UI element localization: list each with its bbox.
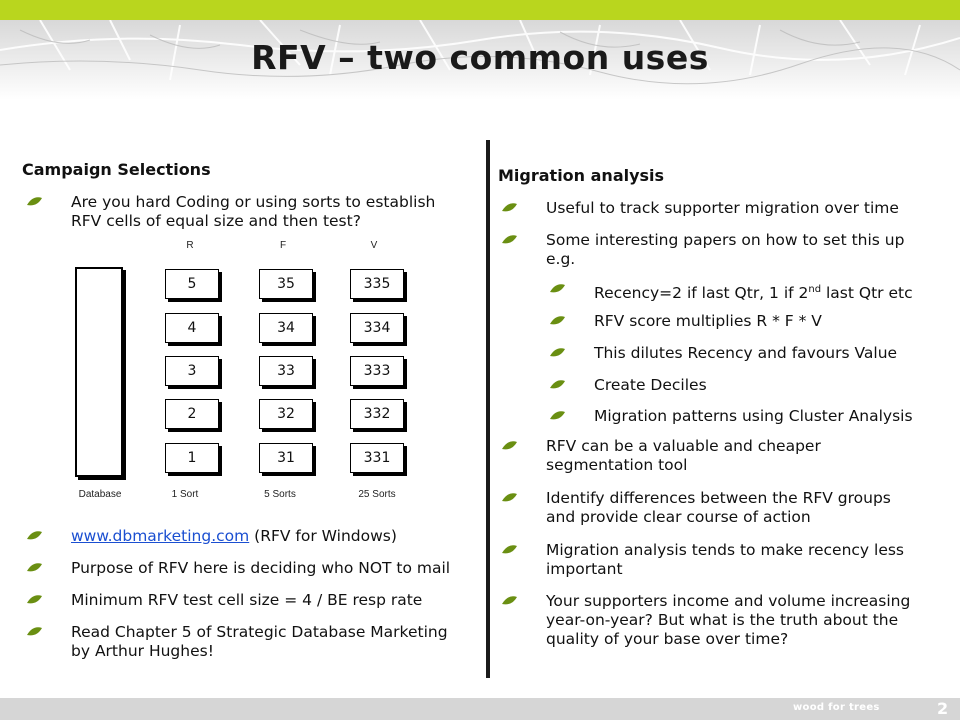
leaf-bullet-icon <box>27 627 42 636</box>
page-number: 2 <box>937 699 949 718</box>
r-cell: 3 <box>165 356 219 386</box>
r-cell: 5 <box>165 269 219 299</box>
link-suffix: (RFV for Windows) <box>249 527 397 545</box>
leaf-bullet-icon <box>550 316 565 325</box>
right-bullet-2-line-1: Some interesting papers on how to set this up <box>546 231 905 249</box>
f-cell: 32 <box>259 399 313 429</box>
leaf-bullet-icon <box>502 441 517 450</box>
right-sub-bullet-3-text: This dilutes Recency and favours Value <box>594 344 898 362</box>
label-25-sorts: 25 Sorts <box>358 489 396 500</box>
right-bullet-3-line-2: segmentation tool <box>546 456 688 474</box>
f-cell: 34 <box>259 313 313 343</box>
leaf-bullet-icon <box>502 596 517 605</box>
right-sub-bullet-4-text: Create Deciles <box>594 376 707 394</box>
right-bullet-2-line-2: e.g. <box>546 250 576 268</box>
label-database: Database <box>78 489 122 500</box>
col-header-v: V <box>370 240 378 251</box>
leaf-bullet-icon <box>27 197 42 206</box>
left-bullet-3-text: Purpose of RFV here is deciding who NOT to mail <box>71 559 451 577</box>
v-cell: 334 <box>350 313 404 343</box>
right-sub-bullet-5-text: Migration patterns using Cluster Analysis <box>594 407 913 425</box>
top-accent-bar <box>0 0 960 20</box>
right-bullet-3-line-1: RFV can be a valuable and cheaper <box>546 437 821 455</box>
leaf-bullet-icon <box>502 203 517 212</box>
v-cell: 331 <box>350 443 404 473</box>
label-1-sort: 1 Sort <box>171 489 199 500</box>
database-box <box>75 267 123 477</box>
leaf-bullet-icon <box>502 545 517 554</box>
left-bullet-5-line-2: by Arthur Hughes! <box>71 642 214 660</box>
r-cell: 1 <box>165 443 219 473</box>
right-bullet-6-line-3: quality of your base over time? <box>546 630 789 648</box>
right-sub-bullet-2-text: RFV score multiplies R * F * V <box>594 312 822 330</box>
right-bullet-4-line-1: Identify differences between the RFV groups <box>546 489 891 507</box>
left-heading: Campaign Selections <box>22 160 211 179</box>
leaf-bullet-icon <box>27 595 42 604</box>
f-cell: 35 <box>259 269 313 299</box>
right-bullet-1-text: Useful to track supporter migration over time <box>546 199 899 217</box>
f-cell: 31 <box>259 443 313 473</box>
left-bullet-1-line-1: Are you hard Coding or using sorts to establish <box>71 193 436 211</box>
leaf-bullet-icon <box>550 380 565 389</box>
right-bullet-6-line-2: year-on-year? But what is the truth about the <box>546 611 899 629</box>
leaf-bullet-icon <box>502 493 517 502</box>
recency-text-a: Recency=2 if last Qtr, 1 if 2 <box>594 284 809 303</box>
r-cell: 4 <box>165 313 219 343</box>
v-cell: 333 <box>350 356 404 386</box>
leaf-bullet-icon <box>27 531 42 540</box>
footer-bar <box>0 698 960 720</box>
right-bullet-6-line-1: Your supporters income and volume increasing <box>546 592 911 610</box>
leaf-bullet-icon <box>550 284 565 293</box>
right-bullet-5-line-2: important <box>546 560 623 578</box>
v-cell: 332 <box>350 399 404 429</box>
f-cell: 33 <box>259 356 313 386</box>
dbmarketing-link[interactable]: www.dbmarketing.com <box>71 527 250 545</box>
leaf-bullet-icon <box>550 411 565 420</box>
leaf-bullet-icon <box>550 348 565 357</box>
left-bullet-1-line-2: RFV cells of equal size and then test? <box>71 212 361 230</box>
recency-text-b: last Qtr etc <box>821 284 913 303</box>
slide-title: RFV – two common uses <box>251 38 709 77</box>
col-header-f: F <box>279 240 287 251</box>
left-bullet-5-line-1: Read Chapter 5 of Strategic Database Marketing <box>71 623 448 641</box>
brand-label: wood for trees <box>793 702 880 713</box>
right-bullet-4-line-2: and provide clear course of action <box>546 508 811 526</box>
label-5-sorts: 5 Sorts <box>264 489 296 500</box>
leaf-bullet-icon <box>27 563 42 572</box>
recency-superscript: nd <box>808 284 822 295</box>
right-heading: Migration analysis <box>498 166 665 185</box>
v-cell: 335 <box>350 269 404 299</box>
r-cell: 2 <box>165 399 219 429</box>
col-header-r: R <box>186 240 194 251</box>
right-bullet-5-line-1: Migration analysis tends to make recency less <box>546 541 905 559</box>
left-bullet-4-text: Minimum RFV test cell size = 4 / BE resp rate <box>71 591 423 609</box>
leaf-bullet-icon <box>502 235 517 244</box>
